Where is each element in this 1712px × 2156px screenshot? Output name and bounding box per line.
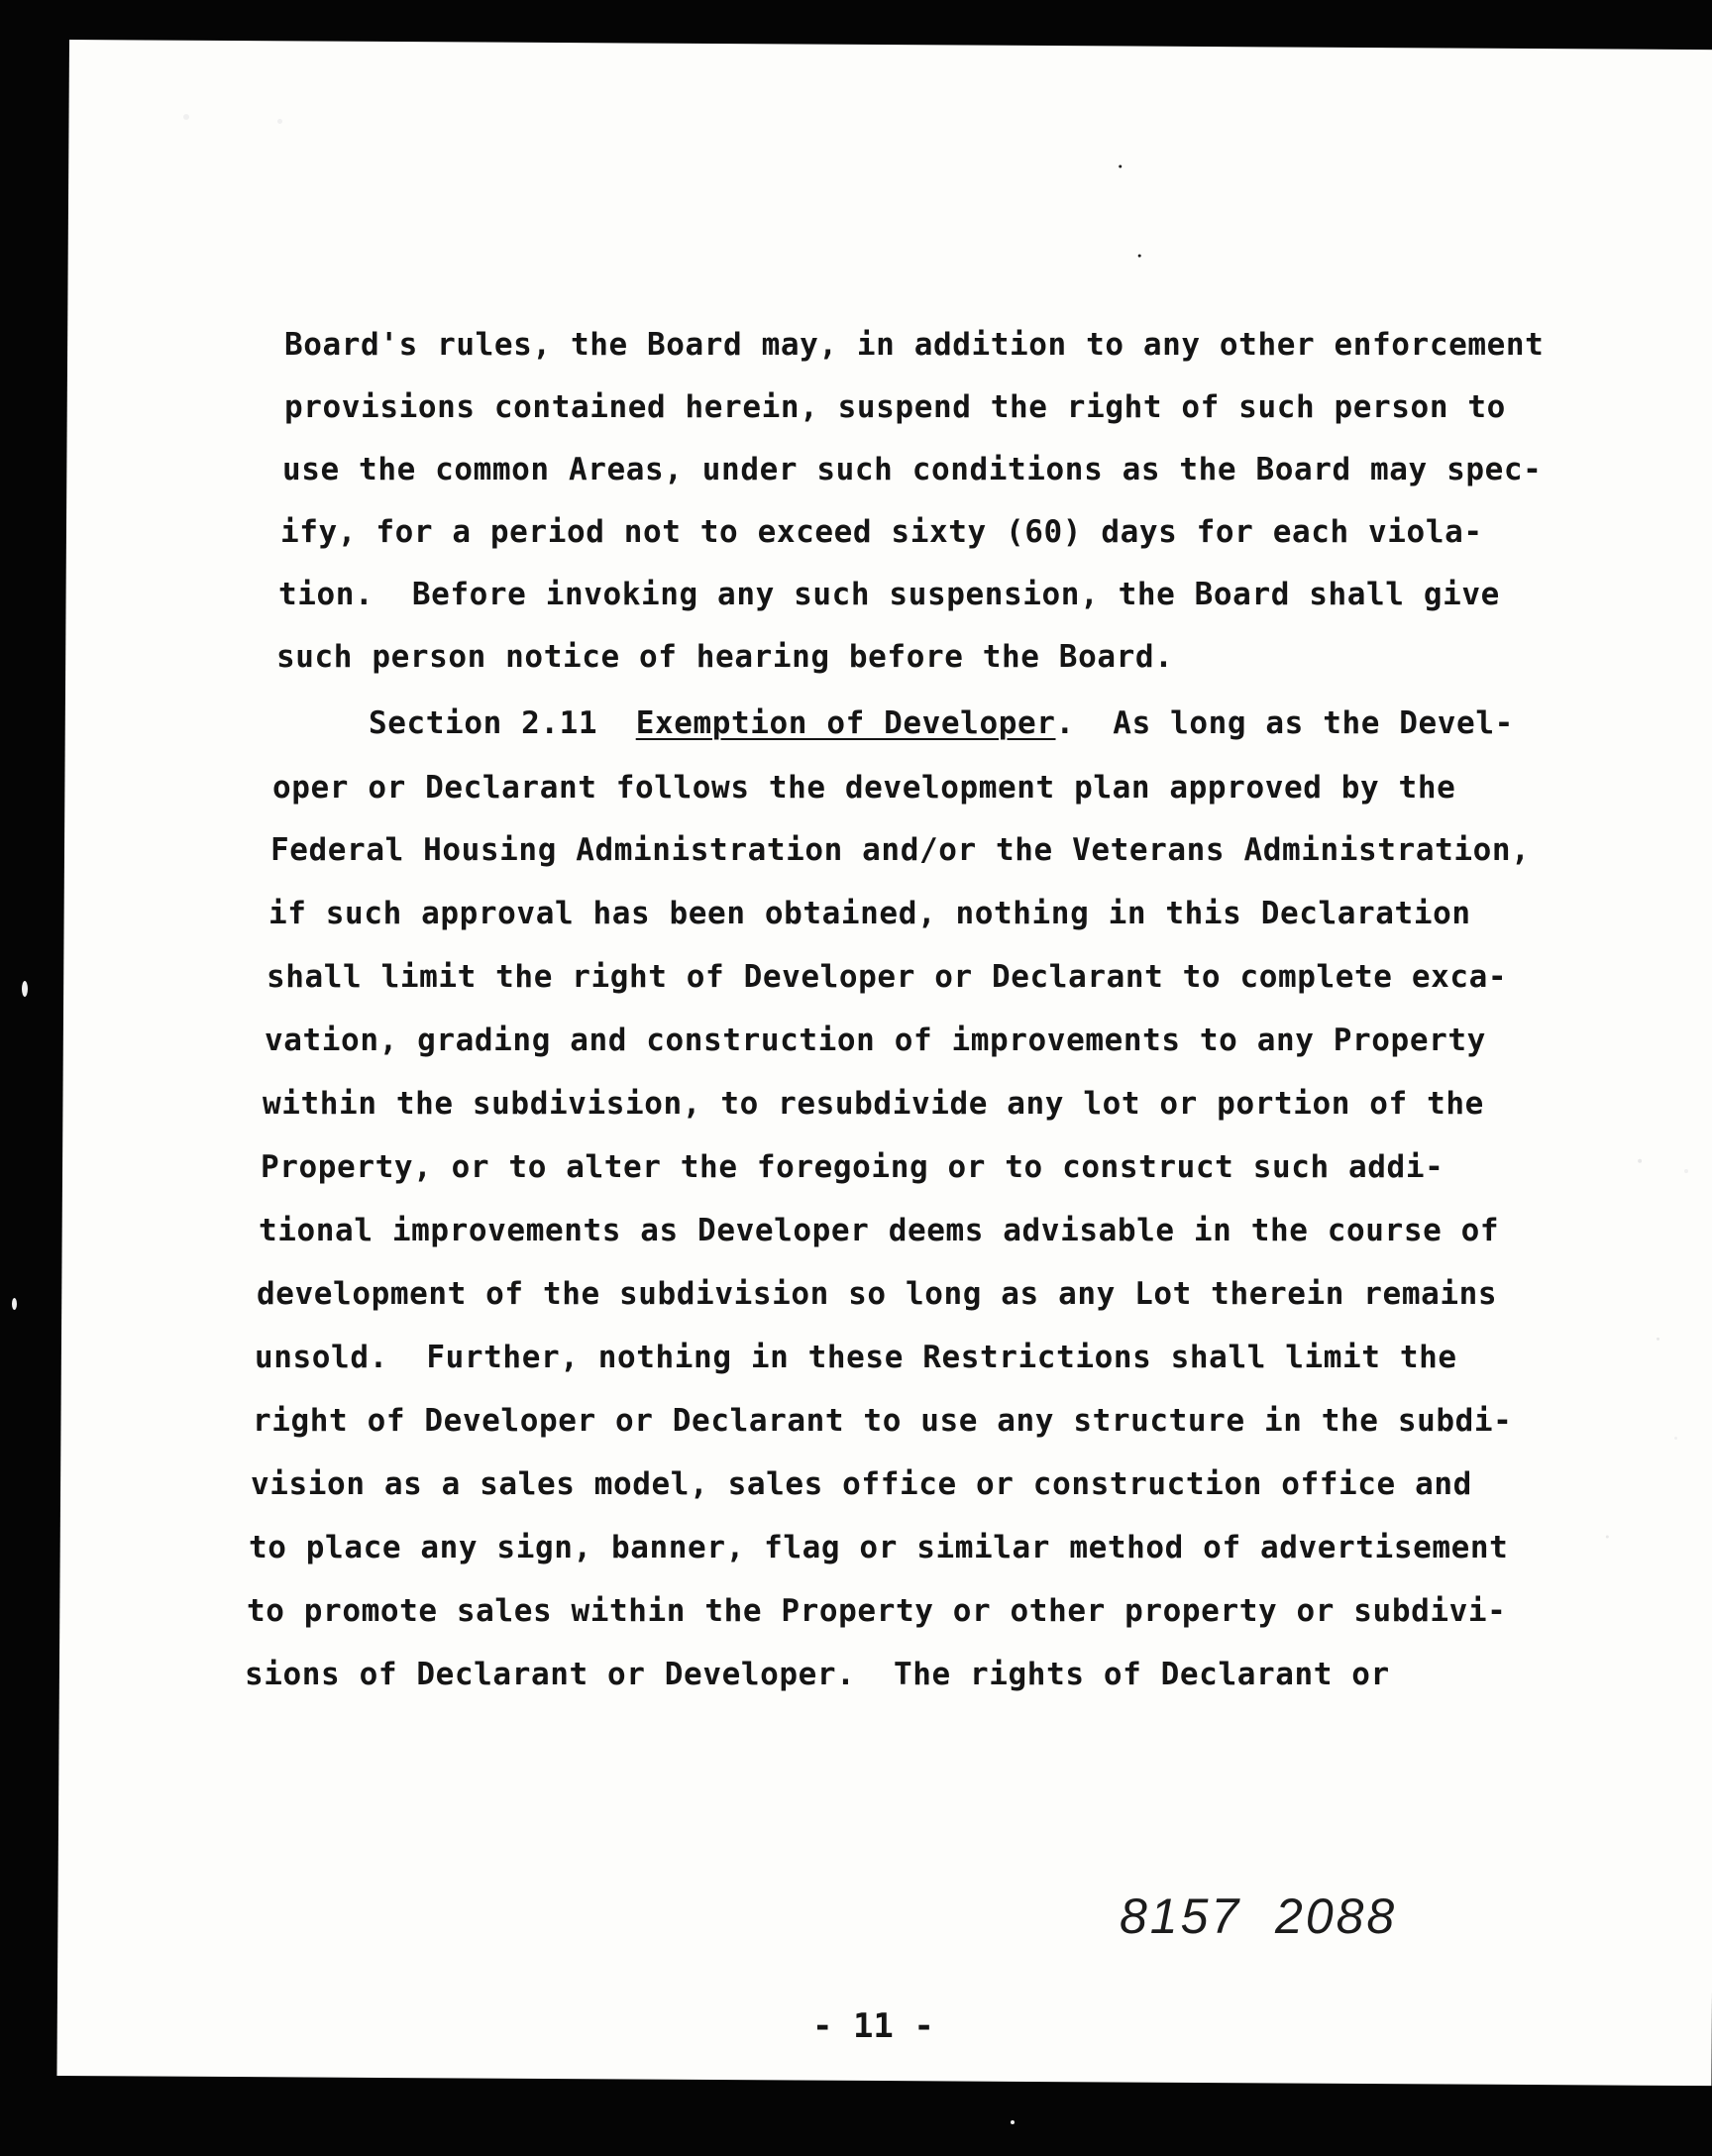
text-line: ify, for a period not to exceed sixty (60) days for each viola- [280,514,1483,550]
text-line: oper or Declarant follows the development plan approved by the [272,770,1456,806]
text-line: development of the subdivision so long as any Lot therein remains [257,1276,1498,1312]
text-line: provisions contained herein, suspend the right of such person to [284,389,1506,425]
text-line: Federal Housing Administration and/or the Veterans Administration, [270,832,1531,868]
section-number: Section 2.11 [369,705,598,741]
text-line: tional improvements as Developer deems advisable in the course of [259,1213,1500,1248]
text-line: to promote sales within the Property or other property or subdivi- [247,1593,1507,1629]
text-line: shall limit the right of Developer or Declarant to complete exca- [267,959,1508,995]
page-number: - 11 - [812,2006,934,2046]
text-line: vision as a sales model, sales office or construction office and [251,1466,1472,1502]
text-line: Property, or to alter the foregoing or to construct such addi- [261,1149,1444,1185]
text-line: to place any sign, banner, flag or similar method of advertisement [249,1530,1509,1565]
section-lead-text: . As long as the Devel- [1055,705,1514,741]
book-page-number: 8157 2088 [1120,1888,1398,1944]
text-line: if such approval has been obtained, nothing in this Declaration [268,896,1471,931]
text-line: vation, grading and construction of improvements to any Property [265,1023,1486,1058]
text-line: sions of Declarant or Developer. The rights of Declarant or [245,1657,1390,1692]
text-line: unsold. Further, nothing in these Restrictions shall limit the [255,1340,1457,1375]
text-line: Board's rules, the Board may, in addition to any other enforcement [284,327,1545,363]
text-line: within the subdivision, to resubdivide any lot or portion of the [263,1086,1484,1122]
text-line: such person notice of hearing before the Board. [276,639,1174,675]
text-line: tion. Before invoking any such suspension, the Board shall give [278,577,1500,612]
text-line: right of Developer or Declarant to use any structure in the subdi- [253,1403,1513,1439]
section-title: Exemption of Developer [635,705,1056,741]
section-heading-line [369,705,1514,741]
text-line: use the common Areas, under such conditions as the Board may spec- [282,452,1543,487]
